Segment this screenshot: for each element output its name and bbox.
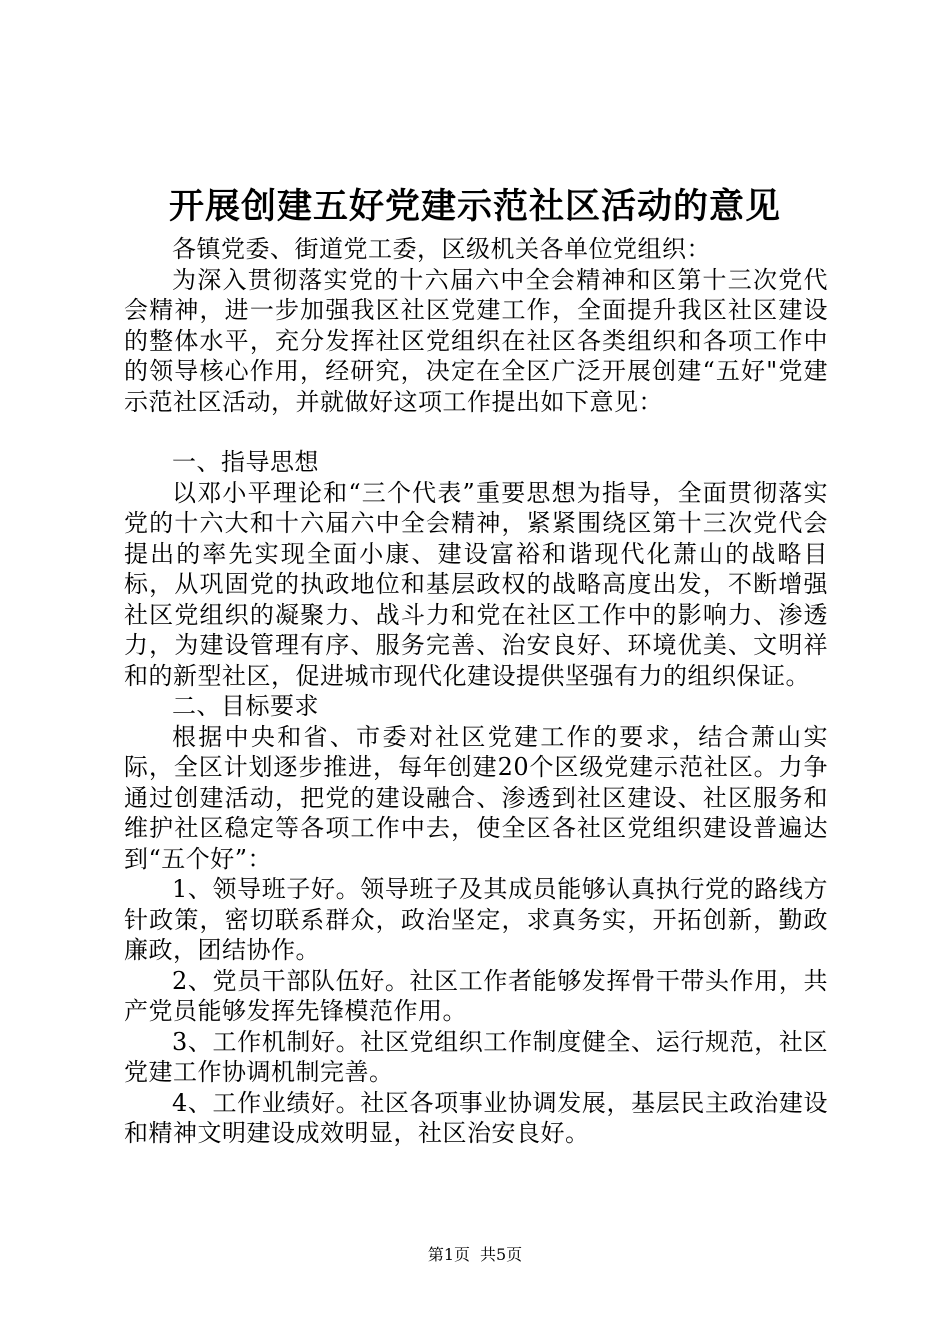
page-total: 共5页 — [480, 1245, 523, 1264]
salutation-paragraph: 各镇党委、街道党工委，区级机关各单位党组织： — [172, 235, 711, 263]
list-item-3: 3、工作机制好。社区党组织工作制度健全、运行规范，社区党建工作协调机制完善。 — [124, 1027, 828, 1086]
list-item-2: 2、党员干部队伍好。社区工作者能够发挥骨干带头作用，共产党员能够发挥先锋模范作用。 — [124, 966, 828, 1025]
blank-line — [124, 417, 828, 447]
guiding-thought-paragraph: 以邓小平理论和“三个代表”重要思想为指导，全面贯彻落实党的十六大和十六届六中全会精神，紧紧围绕区第十三次党代会提出的率先实现全面小康、建设富裕和谐现代化萧山的战略目标，从巩固党的执政地位和基层政权的战略高度出发，不断增强社区党组织的凝聚力、战斗力和党在社区工作中的影响力、渗透力，为建设管理有序、服务完善、治安良好、环境优美、文明祥和的新型社区，促进城市现代化建设提供坚强有力的组织保证。 — [124, 478, 828, 690]
intro-paragraph: 为深入贯彻落实党的十六届六中全会精神和区第十三次党代会精神，进一步加强我区社区党建工作，全面提升我区社区建设的整体水平，充分发挥社区党组织在社区各类组织和各项工作中的领导核心作用，经研究，决定在全区广泛开展创建“五好"党建示范社区活动，并就做好这项工作提出如下意见： — [124, 265, 828, 416]
document-body — [124, 234, 828, 1149]
document-title: 开展创建五好党建示范社区活动的意见 — [168, 186, 781, 227]
page-number: 第1页 — [427, 1245, 470, 1264]
section-heading-1: 一、指导思想 — [172, 448, 319, 476]
section-heading-2: 二、目标要求 — [172, 692, 319, 720]
goals-paragraph: 根据中央和省、市委对社区党建工作的要求，结合萧山实际，全区计划逐步推进，每年创建20个区级党建示范社区。力争通过创建活动，把党的建设融合、渗透到社区建设、社区服务和维护社区稳定等各项工作中去，使全区各社区党组织建设普遍达到“五个好”： — [124, 722, 828, 873]
page-footer — [0, 1244, 950, 1266]
list-item-1: 1、领导班子好。领导班子及其成员能够认真执行党的路线方针政策，密切联系群众，政治坚定，求真务实，开拓创新，勤政廉政，团结协作。 — [124, 875, 828, 964]
list-item-4: 4、工作业绩好。社区各项事业协调发展，基层民主政治建设和精神文明建设成效明显，社区治安良好。 — [124, 1088, 828, 1147]
